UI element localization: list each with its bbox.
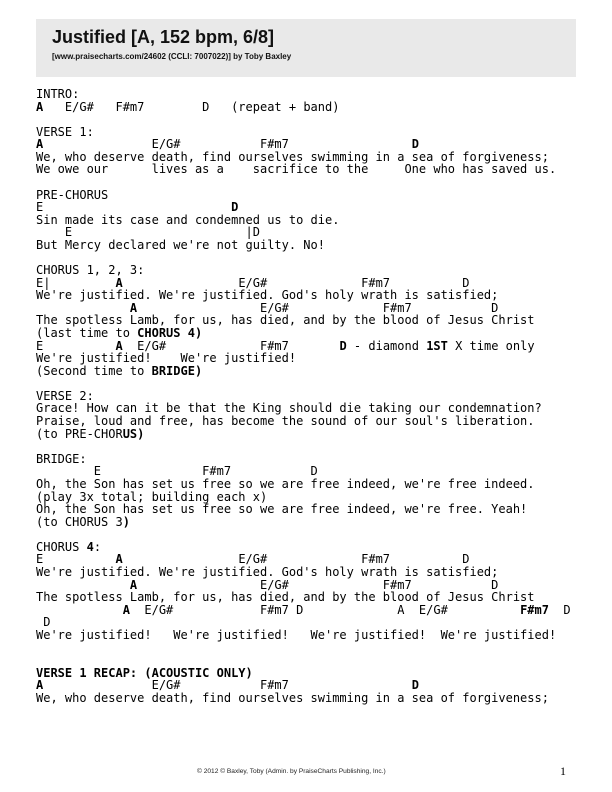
song-title: Justified [A, 152 bpm, 6/8] xyxy=(52,27,275,47)
direction-note xyxy=(36,428,571,441)
chord-text: - diamond xyxy=(346,338,427,353)
line-text: Praise, loud and free, has become the sound of our soul's liberation. xyxy=(36,414,535,429)
chord-text: E xyxy=(36,338,116,353)
line-text: (last time to xyxy=(36,325,138,340)
line-text: : xyxy=(93,539,102,554)
lyric-line xyxy=(36,239,571,252)
chord-text: E/G# F#m7 xyxy=(122,338,340,353)
chord-text: D xyxy=(548,602,571,617)
direction-note xyxy=(36,365,571,378)
chord-text: D xyxy=(411,137,419,152)
chord-text: 1ST xyxy=(426,338,448,353)
line-text: VERSE 1: xyxy=(36,124,94,139)
line-text: We're justified! We're justified! We're justified! We're justified! xyxy=(36,627,557,642)
chord-text: A xyxy=(129,300,138,315)
chord-text: E/G# F#m7 D (repeat + band) xyxy=(43,99,340,114)
line-text: The spotless Lamb, for us, has died, and by the blood of Jesus Christ xyxy=(36,590,535,605)
chord-text: E xyxy=(36,200,232,215)
lyric-line xyxy=(36,629,571,642)
direction-note xyxy=(36,516,571,529)
line-text: CHORUS 1, 2, 3: xyxy=(36,263,145,278)
chord-sheet-body xyxy=(36,88,571,704)
blank-line xyxy=(36,176,571,189)
line-text: PRE-CHORUS xyxy=(36,187,109,202)
blank-line xyxy=(36,377,571,390)
chord-text: E/G# F#m7 D A E/G# xyxy=(129,602,521,617)
chord-text: D xyxy=(339,338,347,353)
chord-text: E/G# F#m7 xyxy=(43,678,412,693)
chord-text: E |D xyxy=(36,225,260,240)
chord-line xyxy=(36,101,571,114)
chord-text: A xyxy=(122,602,130,617)
line-text: (to PRE-CHOR xyxy=(36,426,123,441)
blank-line xyxy=(36,113,571,126)
chord-text: F#m7 xyxy=(520,602,549,617)
blank-line xyxy=(36,641,571,654)
lyric-line xyxy=(36,692,571,705)
chord-text: E/G# F#m7 xyxy=(43,137,412,152)
line-text: We're justified. We're justified. God's holy wrath is satisfied; xyxy=(36,564,499,579)
line-text: INTRO: xyxy=(36,87,80,101)
chord-text: E F#m7 D xyxy=(36,464,318,479)
line-text: BRIDGE: xyxy=(36,451,87,466)
line-text: But Mercy declared we're not guilty. No! xyxy=(36,237,325,252)
chord-line xyxy=(36,604,571,617)
line-text: We're justified! We're justified! xyxy=(36,351,297,366)
line-text: VERSE 1 RECAP: (ACOUSTIC ONLY) xyxy=(36,665,253,680)
blank-line xyxy=(36,528,571,541)
line-text: (Second time to xyxy=(36,363,152,378)
chord-text: E/G# F#m7 D xyxy=(122,275,470,290)
line-text: 4 xyxy=(86,539,94,554)
footer-copyright: © 2012 © Baxley, Toby (Admin. by PraiseCharts Publishing, Inc.) xyxy=(197,768,386,775)
line-text: US) xyxy=(122,426,145,441)
chord-text: E/G# F#m7 D xyxy=(137,300,499,315)
blank-line xyxy=(36,440,571,453)
title-header-box xyxy=(36,19,576,77)
lyric-line xyxy=(36,163,571,176)
song-source-credit: [www.praisecharts.com/24602 (CCLI: 7007022)] by Toby Baxley xyxy=(52,52,292,61)
chord-text: E/G# F#m7 D xyxy=(137,577,499,592)
line-text: Oh, the Son has set us free so we are free indeed, we're free indeed. xyxy=(36,476,535,491)
chord-text: E xyxy=(36,552,116,567)
line-text: VERSE 2: xyxy=(36,388,94,403)
chord-text: A xyxy=(115,552,123,567)
chord-text: X time only xyxy=(447,338,535,353)
line-text: (play 3x total; building each x) xyxy=(36,489,268,504)
chord-text: E/G# F#m7 D xyxy=(122,552,470,567)
line-text: Sin made its case and condemned us to die. xyxy=(36,212,340,227)
chord-text: A xyxy=(36,99,44,114)
line-text: We, who deserve death, find ourselves swimming in a sea of forgiveness; xyxy=(36,149,549,164)
line-text: CHORUS 4) xyxy=(137,325,203,340)
chord-text: D xyxy=(411,678,419,693)
line-text: We, who deserve death, find ourselves swimming in a sea of forgiveness; xyxy=(36,690,549,705)
chord-text: D xyxy=(231,200,239,215)
chord-text: A xyxy=(115,275,123,290)
line-text: (to CHORUS 3 xyxy=(36,514,123,529)
chord-text: A xyxy=(36,678,44,693)
line-text: Grace! How can it be that the King should die taking our condemnation? xyxy=(36,401,542,416)
chord-text: A xyxy=(115,338,123,353)
line-text: CHORUS xyxy=(36,539,87,554)
chord-text: E| xyxy=(36,275,116,290)
line-text: We're justified. We're justified. God's holy wrath is satisfied; xyxy=(36,288,499,303)
line-text: BRIDGE) xyxy=(151,363,203,378)
line-text: The spotless Lamb, for us, has died, and by the blood of Jesus Christ xyxy=(36,313,535,328)
chord-text: A xyxy=(129,577,138,592)
line-text: ) xyxy=(122,514,130,529)
chord-text: D xyxy=(36,615,51,630)
chord-text: A xyxy=(36,137,44,152)
line-text: We owe our lives as a sacrifice to the One who has saved us. xyxy=(36,162,557,177)
page-number: 1 xyxy=(560,764,566,778)
line-text: Oh, the Son has set us free so we are free indeed, we're free. Yeah! xyxy=(36,502,528,517)
